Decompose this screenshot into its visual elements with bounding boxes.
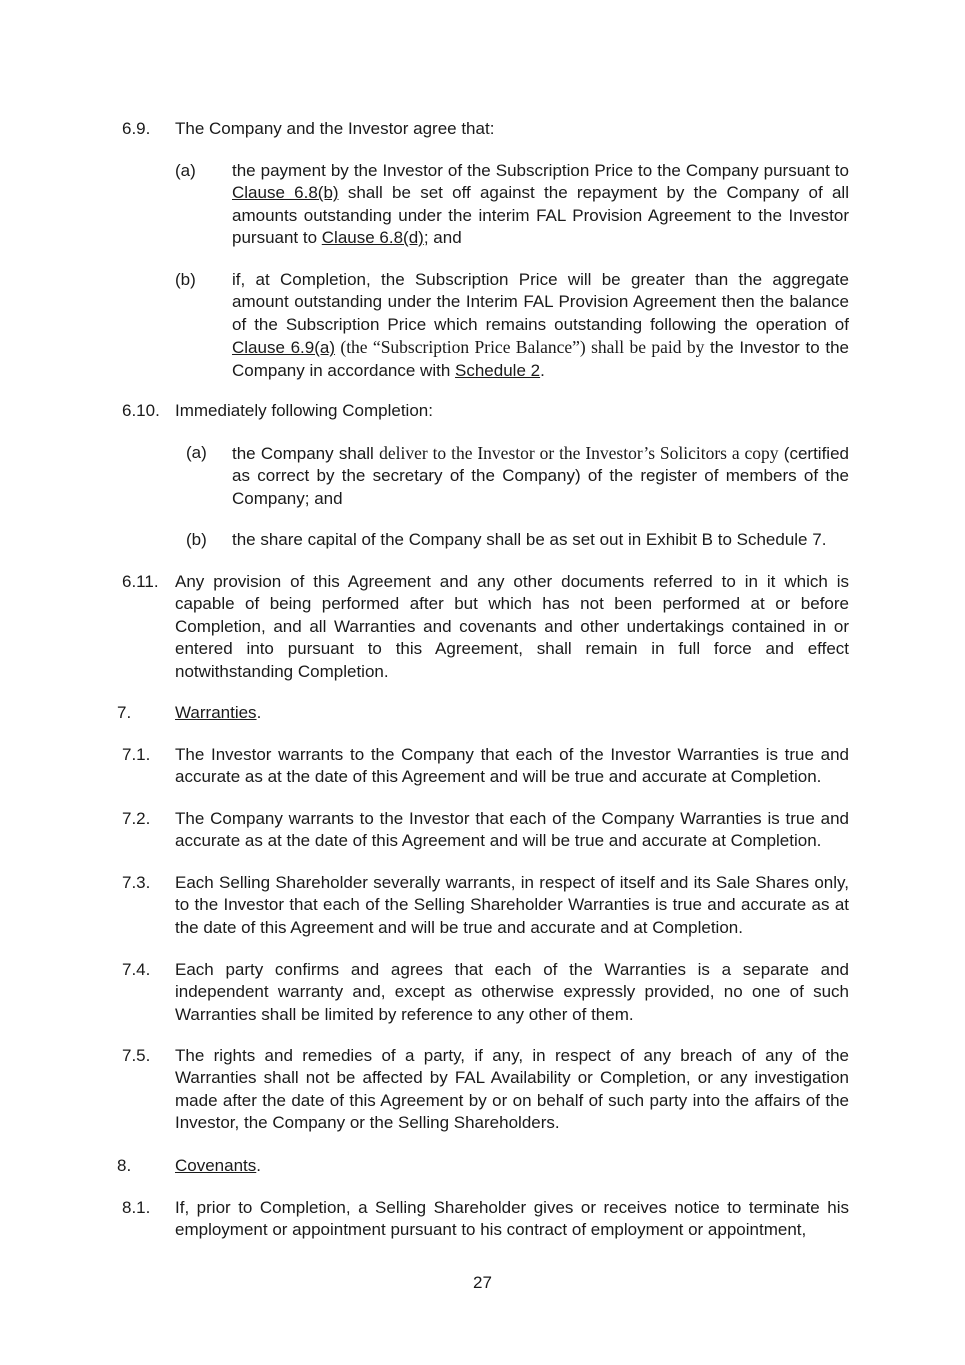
section-number: 8. — [117, 1156, 132, 1175]
text-run: (the “Subscription Price Balance”) shall be paid by — [335, 337, 705, 358]
text-run: the Company shall — [232, 444, 380, 463]
clause-number: 6.9. — [122, 119, 151, 138]
text-run: ; and — [423, 228, 462, 248]
clause-number: 6.10. — [122, 401, 160, 420]
clause-reference: Clause 6.9(a) — [232, 338, 336, 358]
text-run: . — [540, 360, 545, 380]
page-number: 27 — [473, 1273, 492, 1292]
subclause-text — [232, 269, 849, 382]
heading-punctuation: . — [256, 1156, 262, 1175]
clause-text: The Company and the Investor agree that: — [175, 119, 495, 138]
clause-number: 6.11. — [122, 572, 159, 591]
clause-text: Immediately following Completion: — [175, 401, 433, 420]
clause-text: The Investor warrants to the Company that each of the Investor Warranties is true and accurate as at the date of this Agreement and will be true and accurate at Completion. — [175, 745, 849, 787]
text-run: if, at Completion, the Subscription Price will be greater than the aggregate amount outstanding under the Interim FAL Provision Agreement then the balance of the Subscription Price which remains outstanding following the operation of — [232, 270, 849, 334]
text-run: deliver to the Investor or the Investor’s Solicitors a copy — [379, 443, 779, 463]
subclause-text — [232, 160, 849, 250]
subclause-label: (b) — [186, 530, 207, 549]
clause-number: 7.5. — [122, 1046, 151, 1065]
subclause-text — [232, 442, 849, 510]
clause-number: 7.4. — [122, 960, 151, 979]
clause-reference: Clause 6.8(b) — [232, 183, 339, 203]
clause-text: If, prior to Completion, a Selling Shareholder gives or receives notice to terminate his employment or appointment pursuant to his contract of employment or appointment, — [175, 1198, 849, 1240]
clause-text: Each Selling Shareholder severally warrants, in respect of itself and its Sale Shares only, to the Investor that each of the Selling Shareholder Warranties is true and accurate as at the date of this Agreement and will be true and accurate and at Completion. — [175, 873, 849, 937]
schedule-reference: Schedule 2 — [455, 360, 541, 380]
text-run: the Investor to the Company in accordance with — [232, 338, 849, 380]
section-title: Covenants — [175, 1156, 257, 1175]
subclause-text: the share capital of the Company shall be as set out in Exhibit B to Schedule 7. — [232, 530, 827, 549]
section-number: 7. — [117, 703, 132, 722]
subclause-label: (a) — [175, 161, 196, 180]
subclause-label: (a) — [186, 443, 207, 462]
clause-number: 7.2. — [122, 809, 151, 828]
section-heading — [175, 702, 849, 724]
clause-text: Each party confirms and agrees that each of the Warranties is a separate and independent warranty and, except as otherwise expressly provided, no one of such Warranties shall be limited by reference to any other of them. — [175, 960, 849, 1024]
clause-reference: Clause 6.8(d) — [321, 228, 424, 248]
clause-number: 8.1. — [122, 1198, 151, 1217]
clause-text: The Company warrants to the Investor that each of the Company Warranties is true and accurate as at the date of this Agreement and will be true and accurate at Completion. — [175, 809, 849, 851]
text-run: shall be set off against the repayment by the Company of all amounts outstanding under the interim FAL Provision Agreement to the Investor pursuant to — [232, 183, 849, 248]
section-title: Warranties — [175, 703, 257, 722]
clause-text: The rights and remedies of a party, if any, in respect of any breach of any of the Warranties shall not be affected by FAL Availability or Completion, or any investigation made after the date of this Agreement by or on behalf of such party into the affairs of the Investor, the Company or the Selling Shareholders. — [175, 1046, 849, 1133]
text-run: the payment by the Investor of the Subscription Price to the Company pursuant to — [232, 161, 849, 180]
section-heading — [175, 1155, 849, 1177]
clause-number: 7.3. — [122, 873, 151, 892]
heading-punctuation: . — [256, 703, 262, 722]
subclause-label: (b) — [175, 270, 196, 289]
clause-text: Any provision of this Agreement and any other documents referred to in it which is capable of being performed after but which has not been performed at or before Completion, and all Warranties and covenants and other undertakings contained in or entered into pursuant to this Agreement, shall remain in full force and effect notwithstanding Completion. — [175, 572, 849, 681]
text-run: (certified as correct by the secretary of the Company) of the register of members of the Company; and — [232, 444, 849, 508]
clause-number: 7.1. — [122, 745, 151, 764]
